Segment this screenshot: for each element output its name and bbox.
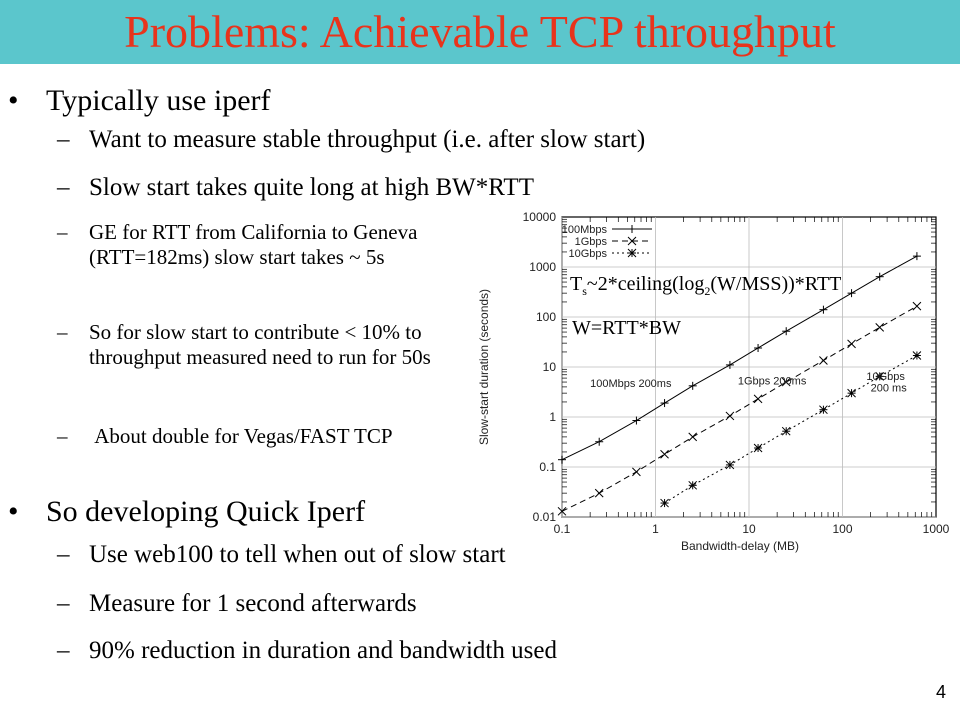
bullet-text: 90% reduction in duration and bandwidth used	[89, 637, 557, 664]
formula-sub-s: s	[582, 284, 587, 298]
bullet-text: Typically use iperf	[46, 84, 271, 117]
bullet-text: Use web100 to tell when out of slow start	[89, 541, 506, 568]
x-tick-label: 1	[652, 522, 659, 536]
annotation-label: 1Gbps 200ms	[737, 375, 807, 388]
y-tick-label: 1	[549, 410, 556, 424]
annotation-label: 10Gbps	[866, 370, 905, 383]
y-axis-label: Slow-start duration (seconds)	[477, 288, 491, 446]
formula-part2: (W/MSS))*RTT	[710, 273, 842, 295]
legend-label: 1Gbps	[574, 236, 607, 248]
dash: –	[57, 220, 68, 244]
bullet-dot: •	[8, 495, 19, 528]
dash: –	[57, 174, 70, 201]
bullet-text: About double for Vegas/FAST TCP	[89, 424, 393, 448]
x-axis-label: Bandwidth-delay (MB)	[680, 539, 800, 553]
formula-w: W=RTT*BW	[572, 317, 681, 339]
legend	[562, 224, 652, 260]
y-tick-label: 0.1	[539, 460, 556, 474]
y-tick-label: 10	[542, 360, 556, 374]
grid	[562, 217, 936, 517]
annotation-label: 200 ms	[870, 382, 907, 395]
legend-label: 100Mbps	[561, 224, 607, 236]
dash: –	[57, 541, 70, 568]
page-number: 4	[935, 682, 946, 702]
annotation-label: 100Mbps 200ms	[590, 377, 672, 390]
formula-sub-2: 2	[704, 284, 711, 298]
bullet-text: GE for RTT from California to Geneva (RTT=182ms) slow start takes ~ 5s	[89, 220, 418, 269]
dash: –	[57, 637, 70, 664]
formula-part1: ~2*ceiling(log	[586, 273, 705, 295]
y-tick-label: 1000	[529, 260, 556, 274]
dash: –	[57, 424, 68, 448]
dash: –	[57, 126, 70, 153]
bullet-text: So for slow start to contribute < 10% to throughput measured need to run for 50s	[89, 320, 431, 369]
y-tick-label: 0.01	[532, 510, 556, 524]
dash: –	[57, 590, 70, 617]
bullet-text: Slow start takes quite long at high BW*RTT	[89, 174, 534, 201]
dash: –	[57, 320, 68, 344]
bullet-dot: •	[8, 84, 19, 117]
bullet-text: So developing Quick Iperf	[46, 495, 366, 528]
y-tick-label: 10000	[522, 210, 556, 224]
legend-label: 10Gbps	[568, 248, 607, 260]
x-tick-label: 1000	[922, 522, 950, 536]
x-tick-label: 100	[832, 522, 853, 536]
y-tick-label: 100	[535, 310, 556, 324]
slow-start-chart	[470, 205, 950, 565]
formula-ts	[570, 272, 841, 303]
formula-T: T	[570, 273, 583, 295]
x-tick-label: 0.1	[553, 522, 571, 536]
bullet-text: Want to measure stable throughput (i.e. after slow start)	[89, 126, 646, 153]
x-tick-label: 10	[742, 522, 756, 536]
slide-title: Problems: Achievable TCP throughput	[124, 6, 836, 57]
bullet-text: Measure for 1 second afterwards	[89, 590, 417, 617]
